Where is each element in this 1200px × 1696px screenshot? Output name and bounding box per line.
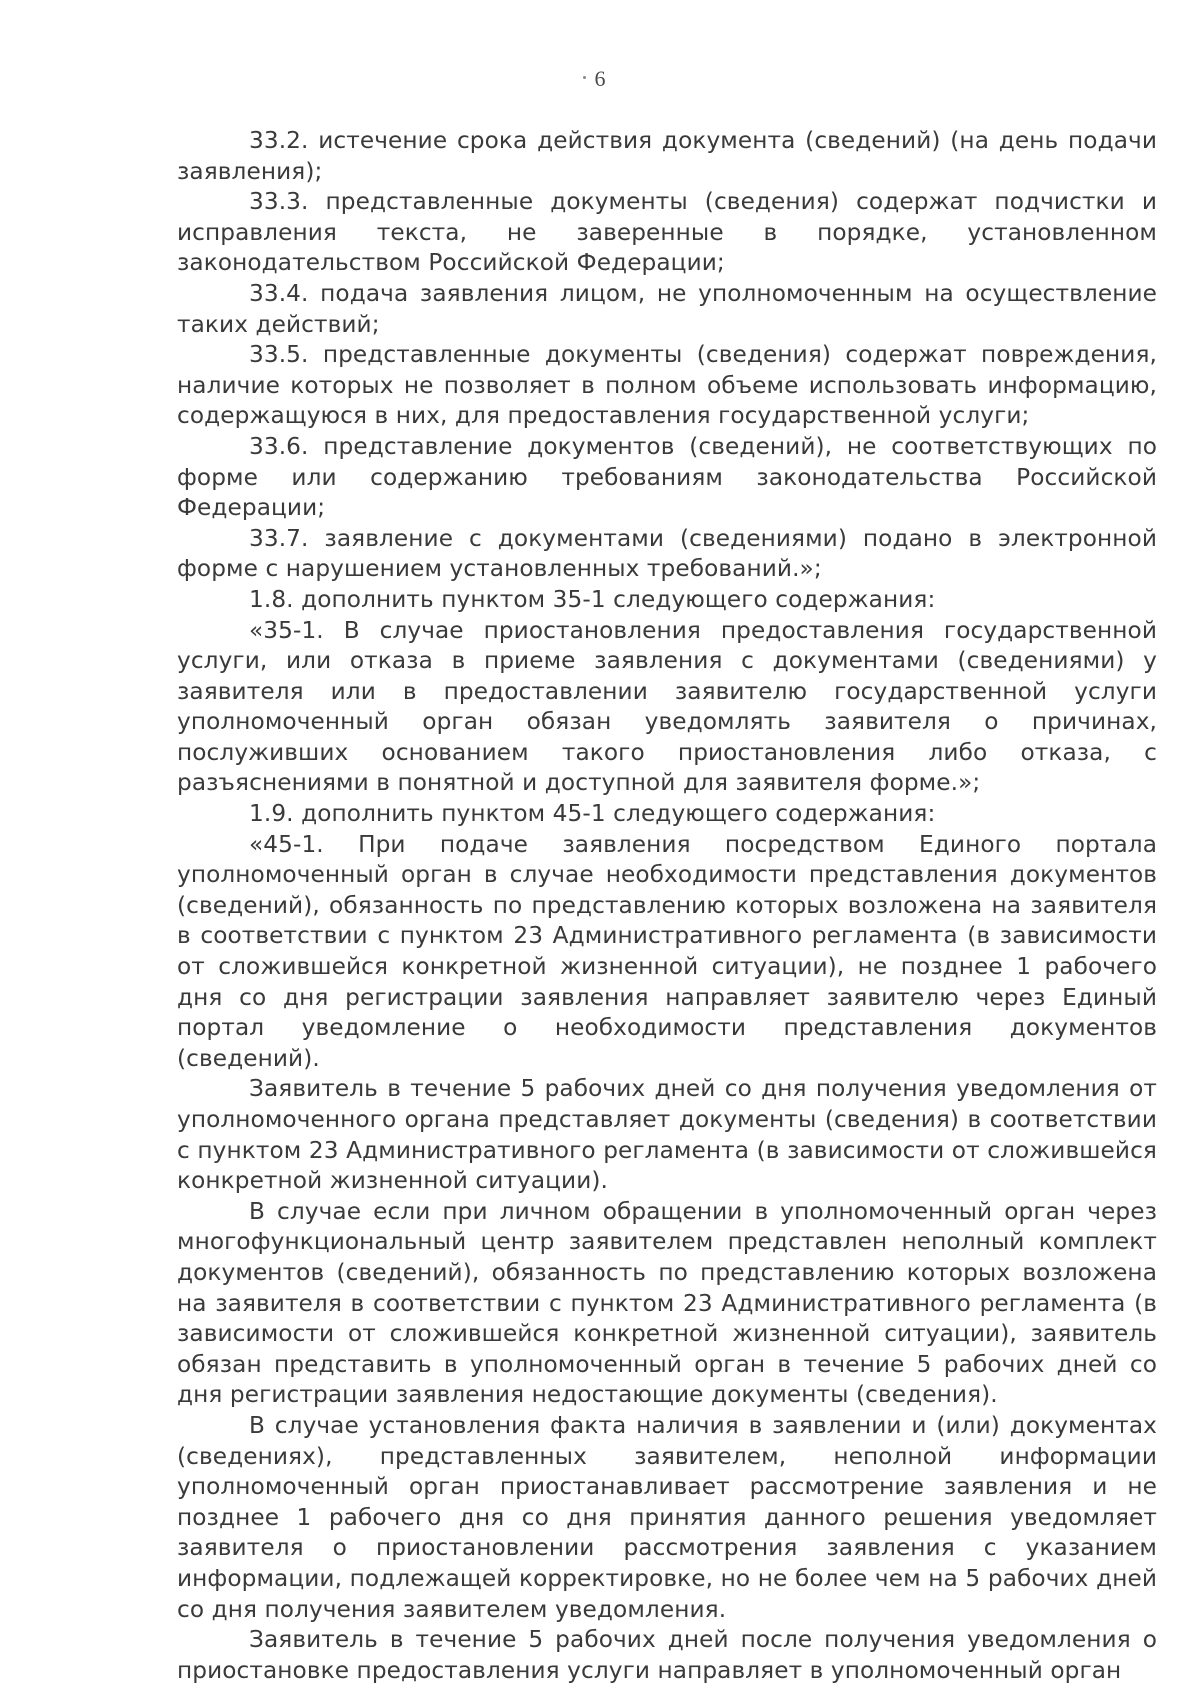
paragraph-applicant-5-days: Заявитель в течение 5 рабочих дней со дня получения уведомления от уполномоченного органа представляет документы (сведения) в соответствии с пунктом 23 Административного регламента (в зависимости от сложившейся конкретной жизненной ситуации). [177, 1075, 1157, 1195]
paragraph-33-2: 33.2. истечение срока действия документа (сведений) (на день подачи заявления); [177, 127, 1157, 185]
paragraph-incomplete-info: В случае установления факта наличия в заявлении и (или) документах (сведениях), представленных заявителем, неполной информации уполномоченный орган приостанавливает рассмотрение заявления и не позднее 1 рабочего дня со дня принятия данного решения уведомляет заявителя о приостановлении рассмотрения заявления с указанием информации, подлежащей корректировке, но не более чем на 5 рабочих дней со дня получения заявителем уведомления. [177, 1411, 1157, 1623]
paragraph-33-5: 33.5. представленные документы (сведения) содержат повреждения, наличие которых не позволяет в полном объеме использовать информацию, содержащуюся в них, для предоставления государственной услуги; [177, 341, 1157, 430]
paragraph-45-1: «45-1. При подаче заявления посредством Единого портала уполномоченный орган в случае необходимости представления документов (сведений), обязанность по представлению которых возложена на заявителя в соответствии с пунктом 23 Административного регламента (в зависимости от сложившейся конкретной жизненной ситуации), не позднее 1 рабочего дня со дня регистрации заявления направляет заявителю через Единый портал уведомление о необходимости представления документов (сведений). [177, 830, 1157, 1072]
paragraph-33-4: 33.4. подача заявления лицом, не уполномоченным на осуществление таких действий; [177, 279, 1157, 338]
paragraph-33-7: 33.7. заявление с документами (сведениями) подано в электронной форме с нарушением установленных требований.»; [177, 524, 1157, 583]
paragraph-personal-appeal: В случае если при личном обращении в уполномоченный орган через многофункциональный центр заявителем представлен неполный комплект документов (сведений), обязанность по представлению которых возложена на заявителя в соответствии с пунктом 23 Административного регламента (в зависимости от сложившейся конкретной жизненной ситуации), заявитель обязан представить в уполномоченный орган в течение 5 рабочих дней со дня регистрации заявления недостающие документы (сведения). [177, 1197, 1157, 1409]
paragraph-1-9: 1.9. дополнить пунктом 45-1 следующего содержания: [249, 800, 936, 828]
page-number: 6 [594, 66, 606, 91]
paragraph-1-8: 1.8. дополнить пунктом 35-1 следующего содержания: [249, 585, 936, 613]
document-body [177, 126, 1157, 1686]
paragraph-35-1: «35-1. В случае приостановления предоставления государственной услуги, или отказа в приеме заявления с документами (сведениями) у заявителя или в предоставлении заявителю государственной услуги уполномоченный орган обязан уведомлять заявителя о причинах, послуживших основанием такого приостановления либо отказа, с разъяснениями в понятной и доступной для заявителя форме.»; [177, 616, 1157, 797]
paragraph-applicant-after-notice: Заявитель в течение 5 рабочих дней после получения уведомления о приостановке предоставления услуги направляет в уполномоченный орган [177, 1626, 1157, 1684]
paragraph-33-3: 33.3. представленные документы (сведения) содержат подчистки и исправления текста, не заверенные в порядке, установленном законодательством Российской Федерации; [177, 188, 1157, 277]
paragraph-33-6: 33.6. представление документов (сведений), не соответствующих по форме или содержанию требованиям законодательства Российской Федерации; [177, 432, 1157, 522]
